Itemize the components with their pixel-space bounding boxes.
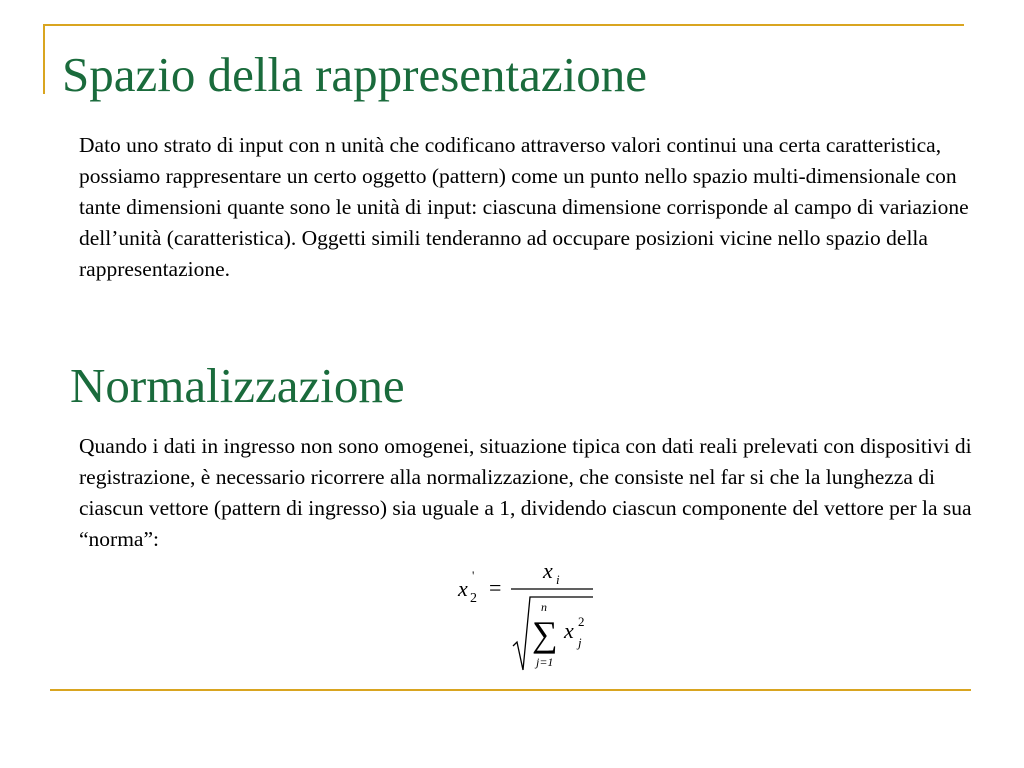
formula-equals: = — [489, 575, 502, 600]
normalization-paragraph: Quando i dati in ingresso non sono omogenei, situazione tipica con dati reali prelevati con dispositivi di registrazione, è necessario ricorrere alla normalizzazione, che consiste nel far si che la lunghezza di ciascun vettore (pattern di ingresso) sia uguale a 1, dividendo ciascun componente del vettore per la sua “norma”: — [79, 434, 972, 551]
formula-numerator-x: x — [543, 558, 553, 583]
formula-lhs-x: x — [458, 576, 468, 601]
formula-numerator-subscript: i — [556, 572, 560, 587]
formula-denominator-subscript: j — [578, 635, 582, 650]
formula-denominator-x: x — [564, 618, 574, 643]
representation-space-paragraph: Dato uno strato di input con n unità che codificano attraverso valori continui una certa caratteristica, possiamo rappresentare un certo oggetto (pattern) come un punto nello spazio multi-dimensionale con tante dimensioni quante sono le unità di input: ciascuna dimensione corrisponde al campo di variazione dell’unità (caratteristica). Oggetti simili tenderanno ad occupare posizioni vicine nello spazio della rappresentazione. — [79, 133, 969, 281]
normalization-formula — [452, 558, 602, 678]
formula-lhs-subscript: 2 — [470, 591, 477, 606]
top-rule — [43, 24, 964, 26]
section-title-representation-space: Spazio della rappresentazione — [62, 47, 648, 102]
formula-denominator-superscript: 2 — [578, 614, 585, 629]
formula-lhs-prime: ' — [472, 568, 475, 583]
bottom-rule — [50, 689, 971, 691]
sum-upper-limit: n — [541, 600, 547, 614]
sum-icon: ∑ — [532, 614, 558, 654]
left-rule — [43, 24, 45, 94]
sum-lower-limit: j=1 — [536, 655, 554, 669]
section-title-normalization: Normalizzazione — [70, 358, 405, 413]
